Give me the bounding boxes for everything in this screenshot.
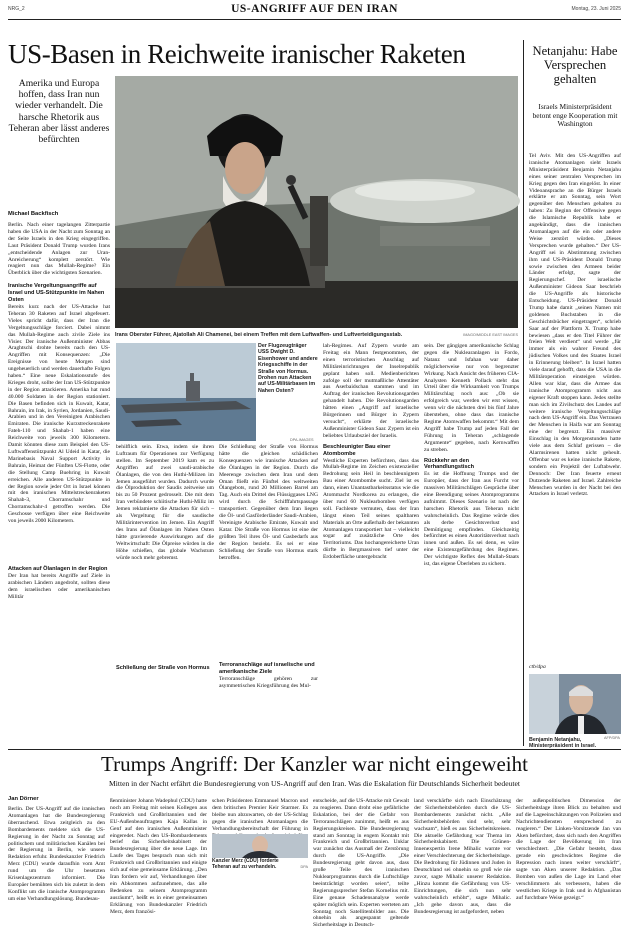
side-standfirst: Israels Ministerpräsident betont enge Kooperation mit Washington [532,102,618,129]
lead-col5-body-2: Es ist die Hoffnung Trumps und der Europäer, dass der Iran aus Furcht vor massiven Militärschlägen Gespräche über eine Beendigung seines Atomprogramms aufnimmt. Dieses Szenario ist nach der harschen Rhetorik aus Teheran nicht wahrscheinlich. Das Regime würde dies als derbe Gesichtsverlust und Demütigung empfinden. Gleichzeitig befürchtet es einen Autoritätsverlust nach innen und außen. Es sei denn, es wäre eine Existenzgefährdung des Regimes. Der wichtigste Reflex des Mullah-Staats ist, das eigene Überleben zu sichern. [424,471,519,568]
lead-col3-body-2: Terroranschläge gehören zur asymmetrischen Kriegsführung des Mul- [219,675,318,689]
lead-col1-body-2: Der Iran hat bereits Angriffe auf Ziele in arabischen Ländern angedroht, sollten diese dem israelischen oder amerikanischen Militär [8,572,110,600]
section-title: US-ANGRIFF AUF DEN IRAN [231,3,398,15]
lead-col4-body-2: Westliche Experten befürchten, dass das Mullah-Regime im Zeichen existenzieller Bedrohung sein Heil in beschleunigtem Bau einer Atombombe sucht. Ziel ist es dann, einen Unantastbarkeitsstatus wie die Atommacht Nordkorea zu erlangen, die über rund 60 Nuklearbomben verfügen soll. Fachleute vermuten, dass der Iran längst einen Teil seines spaltbaren Materials an Orte außerhalb der bekannten Atomanlagen transportiert hat – vielleicht sogar auf zusätzliche Orte des Territoriums. Das hochangereicherte Uran dürfte in Bergmassiven tief unter der Erdoberfläche untergebracht [323,457,419,561]
header-rule [8,19,621,20]
lead-column-1 [8,222,110,602]
merz-photo-credit: DPA [300,865,308,869]
second-col-6: der außenpolitischen Dimension der Sicherheitslage ihren Blick zu behalten und auf die Lageeinschätzungen von Polizeien und Nachrichtendiensten entsprechend zu reagieren.“ Der Linken-Vorsitzende Jan van Aken befürchtet, dass sich nach den Angriffen die Lage der Bevölkerung im Iran verschlechtert. „Die Gefahr besteht, dass gerade ein geschwächtes Regime die Repression nach innen weiter verschärft“, sagte van Aken unserer Redaktion. „Das Bomben von außen die Lage im Land eher verschlimmern als verbessern, haben die westlichen Kriege in Irak und in Afghanistan auf furchtbare Weise gezeigt.“ [516,798,621,901]
netanyahu-photo [529,674,621,734]
lead-photo [115,76,518,328]
page-id: NRG_2 [8,6,25,12]
lead-col4-body: lah-Regimes. Auf Zypern wurde am Freitag ein Mann festgenommen, der einen terroristischen Anschlag auf Militäreinrichtungen der Inselrepublik geplant haben soll. Medienberichten zufolge soll der mutmaßliche Attentäter aus Aserbaidschan stammen und im Auftrag der iranischen Revolutionsgarden gehandelt haben. Die Revolutionsgarden hätten einen „Angriff auf israelische Bürgerinnen und Bürger in Zypern versucht“, erklärte der israelische Außenminister Gideon Saar. Zypern ist ein beliebtes Urlaubsziel der Israelis. [323,343,420,439]
lead-col1-body: Bereits kurz nach der US-Attacke hat Teheran 30 Raketen auf Israel abgefeuert. Vieles spricht dafür, dass der Iran die Vergeltungsschläge forciert. Dabei nimmt das Mullah-Regime auch zivile Ziele ins Visier. Der iranische Außenminister Abbas Araghtschi drohte bereits nach den US-Angriffen mit Konsequenzen: „Die Ereignisse von heute Morgen sind ungeheuerlich und werden dauerhafte Folgen haben.“ Eine neue Eskalationsstufe des Krieges droht, sollte der Iran US-Stützpunkte in der Region attackieren. Amerika hat rund 40.000 Soldaten in der Region stationiert. Die Basen befinden sich in Kuwait, Katar, Bahrain, im Irak, in Syrien, Jordanien, Saudi-Arabien und in den Vereinigten Arabischen Emiraten. Die iranische Kurzstreckenrakete Fateh-110 und Shahab-1 haben eine Reichweite von jeweils 300 Kilometern. Damit könnten diese zum Beispiel den US-Luftwaffenstützpunkt Al Udeid in Katar, die Marinebasis Naval Support Activity in Bahrain, Heimat der Fünften US-Flotte, oder die Stellung Camp Buehring in Kuwait erreichen. Alle anderen US-Stützpunkte in der Region sowie jeder Ort in Israel können mit den iranischen Mittelstreckenraketen Shahab-3, Chorramschahr und Chorramschahr-4 getroffen werden. Die Geschosse verfügen über eine Reichweite von jeweils 2000 Kilometern. [8,303,110,525]
lead-subhead-1: Iranische Vergeltungsangriffe auf Israel und US-Stützpunkte im Nahen Osten [8,283,105,304]
second-story-rule [8,749,621,750]
merz-photo-caption: Kanzler Merz (CDU) forderte Teheran auf zu verhandeln. [212,858,279,870]
side-headline: Netanjahu: Habe Versprechen gehalten [532,44,618,86]
side-column-rule [523,40,524,746]
lead-col1-intro: Berlin. Nach einer tagelangen Zitterpartie haben die USA in der Nacht zum Sonntag an der Seite Israels in den Krieg eingegriffen. Laut Präsident Donald Trump wurden Irans „entscheidende Anlagen zur Uran-Anreicherung“ komplett zerstört. Wie reagiert nun das Mullah-Regime? Ein Überblick über die wichtigsten Szenarien. [8,222,110,277]
lead-subhead-3: Schließung der Straße von Hormus [116,665,210,671]
netanyahu-caption: Benjamin Netanjahu, Ministerpräsident in Israel. [529,737,597,750]
side-signature: ctb/dpa [529,664,546,670]
carrier-photo-credit: DPA-IMAGES [290,438,314,442]
lead-subhead-2: Attacken auf Ölanlagen in der Region [8,565,108,572]
lead-column-3 [219,444,318,690]
lead-headline: US-Basen in Reichweite iranischer Raketen [8,39,466,69]
side-body-wrap [529,153,621,671]
lead-photo-credit: IMAGO/MIDDLE EAST IMAGES [463,333,518,337]
merz-photo-image [212,834,308,858]
netanyahu-photo-illustration [529,674,621,734]
side-body: Tel Aviv. Mit den US-Angriffen auf iranische Atomanlagen sieht Israels Ministerpräsident Benjamin Netanjahu eines seiner zentralen Versprechen im Krieg gegen den Iran eingelöst. In einer Videoansprache an die Bürger Israels erklärte er am Sonntag, sein Wort gegenüber den Menschen gehalten zu haben: Zu Beginn der Offensive gegen die Islamische Republik habe er angekündigt, dass die iranischen Atomanlagen auf die ein oder andere Weise zerstört würden. „Dieses Versprechen wurde gehalten.“ Der US-Angriff sei in Abstimmung zwischen ihm und US-Präsident Donald Trump sowie zwischen den Armeen beider Länder erfolgt, sagte der Regierungschef. Der israelische Außenminister Gideon Saar beschrieb die US-Angriffe als historische Entscheidung. US-Präsident Donald Trump habe damit „seinen Namen mit goldenen Buchstaben in die Geschichtsbücher eingetragen“, schrieb Saar auf der Plattform X. Trump habe bewiesen „dass er den Titel Führer der freien Welt verdient“ und werde „für immer als ein wahrer Freund des jüdischen Volkes und des Staates Israel in Erinnerung bleiben“. In Israel hatten viele darauf gehofft, dass die USA in die Militäroperation einsteigen würden. Allen war klar, dass die Armee das iranische Atomprogramm nicht aus eigener Kraft stoppen kann. Jedes stellte man sich im Zivilschutz des Landes auf weitere iranische Vergeltungsschläge nach dem US-Angriff ein. Das Vertrauen der Menschen in Haifa war am Sonntag eine der begrenzt. Ein massiver Einschlag in den Morgenstunden hatte viele aus dem Schlaf gerissen – die Alarmsirenen hatten nicht geheult. Offenbar war es keine iranische Rakete, sondern ein Projektil der Luftabwehr. Dennoch: Der Iran feuerte erneut Dutzende Raketen auf Israel. Zahlreiche Menschen wurden in der Nacht bei den Attacken in Israel verletzt. [529,153,621,498]
second-col-3: schen Präsidenten Emmanuel Macron und dem britischen Premier Keir Starmer. Es bleibe nun abzuwarten, ob der US-Schlag gegen die iranischen Atomanlagen die Verhandlungsbereitschaft der Führung in [212,798,308,832]
merz-photo-frame [212,834,308,872]
second-col-1: Berlin. Der US-Angriff auf die iranischen Atomanlagen hat die Bundesregierung überraschend. Etwa zeitgleich zu den Bombardements meldete sich die US-Regierung in der Nacht zu Sonntag auf politischem und militärischen Kanälen bei der Regierung in Berlin, wie unsere Redaktion erfuhr. Bundeskanzler Friedrich Merz (CDU) wurde daraufhin vom Amt rund um die Uhr besetzten Krisenlagezentrum informiert. Die Europäer bemühten sich bis zuletzt in dem Konflikt um die iranische Atomprogramm um eine Verhandlungslösung. Bundesau- [8,806,105,902]
second-standfirst: Mitten in der Nacht erfährt die Bundesregierung von US-Angriff auf den Iran. Was die Eskalation für Deutschlands Sicherheit bedeutet [109,779,520,788]
second-col-2: ßenminister Johann Wadephul (CDU) hatte noch am Freitag mit seinen Kollegen aus Frankreich und Großbritannien und der EU-Außenbeauftragten Kaja Kallas in Genf auf den iranischen Außenminister eingeredet. Nach den US-Bombardements berief das Sicherheitskabinett der Bundesregierung über die neue Lage. Im Laufe des Tages besprach man sich mit Frankreich und Großbritannien und einigte sich auf eine gemeinsame Erklärung. „Den Iran fordern wir auf, Verhandlungen über ein Abkommen aufzunehmen, das alle Bedenken zu seinem Atomprogramm ausräumt“, heißt es in einer gemeinsamen Erklärung von Bundeskanzler Friedrich Merz, dem französi- [110,798,207,915]
second-headline: Trumps Angriff: Der Kanzler war nicht eingeweiht [101,752,528,776]
lead-author: Michael Backfisch [8,211,59,217]
carrier-photo [116,343,256,441]
lead-photo-caption: Irans Oberster Führer, Ajatollah Ali Chamenei, bei einem Treffen mit dem Luftwaffen- und Luftverteidigungsstab. [115,332,403,338]
lead-col5-body: sein. Der gängigen amerikanische Schlag gegen die Nuklearanlagen in Fordo, Natanz und Isfahan war daher möglicherweise nur von begrenzter Wirkung. Nach Ansicht des früheren CIA-Analysten Kenneth Pollack steht das Urteil über die Wirksamkeit von Trumps Militärschlag noch aus: „Ob sie erfolgreich war, werden wir erst wissen, wenn wir die nächsten drei bis fünf Jahre überstehen, ohne dass das iranische Regime Atomwaffen bekommt.“ Mit dem Angriff habe Trump auf jeden Fall der Führung in Teheran „schlagende Argumente“ gegeben, nach Kernwaffen zu streben. [424,343,519,453]
lead-column-4 [323,343,419,633]
lead-col3-body: Die Schließung der Straße von Hormus hätte die gleichen schädlichen Konsequenzen wie iranische Attacken auf die Ölanlagen in der Region. Durch die Meerenge zwischen dem Iran und dem Oman fließt ein Fünftel des weltweiten Ölangebots, rund 20 Millionen Barrel am Tag. Auch ein Drittel des Flüssiggases LNG wird durch die Schifffahrtspassage transportiert. Gegenüber dem Iran liegen die Öl- und Gasförderländer Saudi-Arabien, Vereinigte Arabische Emirate, Kuwait und Katar. Die Straße von Hormus ist eine der größten Teil ihres Öl- und Gasbedarfs aus der Region bezieht. Es sei er eine Schließung der Straße von Hormus stark betroffen. [219,444,318,561]
lead-photo-illustration [115,76,518,328]
lead-column-2 [116,444,214,672]
merz-photo-illustration [212,834,308,858]
lead-column-5 [424,343,519,639]
lead-subhead-6: Rückkehr an den Verhandlungstisch [424,457,475,471]
lead-standfirst: Amerika und Europa hoffen, dass Iran nun wieder verhandelt. Die harsche Rhetorik aus Teheran aber lässt anderes befürchten [8,78,110,146]
carrier-photo-illustration [116,343,256,441]
second-author: Jan Dörner [8,796,39,802]
carrier-photo-caption: Der Flugzeugträger USS Dwight D. Eisenhower und andere Kriegsschiffe in der Straße von Hormus. Drohen nun Attacken auf US-Militärbasen im Nahen Osten? [258,343,318,394]
page-date: Montag, 23. Juni 2025 [571,6,621,12]
lead-col2-body: behilflich sein. Etwa, indem sie ihren Luftraum für Operationen zur Verfügung stellen. Im September 2019 kam es zu Angriffen auf zwei saudi-arabische Ölanlagen, die von den Huthi-Milizen im Jemen ausgeführt wurden. Dadurch wurde die Ölproduktion der Saudis zeitweise um bis zu 50 Prozent gedrosselt. Die mit dem Iran verbündete schiitische Huthi-Miliz im Jemen reklamierte die Attacken für sich – als Vergeltung für die saudische Militärintervention im Jemen. Ein Angriff des Irans auf Ölanlagen im Nahen Osten hätte gravierende Auswirkungen auf die Weltwirtschaft: Die Ölpreise würden in die Höhe schießen, das globale Wachstum würde noch mehr gebremst. [116,444,214,561]
netanyahu-credit: AFP/DPA [604,736,620,740]
second-col-4: entscheide, auf die US-Attacke mit Gewalt zu reagieren. Dann droht eine gefährliche Eskalation, bei der die Gefahr von Terroranschlägen zunimmt, heißt es aus Regierungskreisen. Die Bundesregierung stand am Sonntag in engem Kontakt mit Frankreich und Großbritannien. Unklar war zunächst das Ausmaß der Zerstörung durch die US-Angriffe. „Die Bundesregierung geht davon aus, dass große Teile des iranischen Nuklearprogramms durch die Luftschläge beeinträchtigt worden seien“, teilte Regierungssprecher Stefan Kornelius mit. Eine genaue Schadensanalyse werde später möglich sein. Experten werteten am Sonntag noch Satellitenbilder aus. Die ohnehin als angespannt geltende Sicherheitslage in Deutsch- [313,798,409,929]
lead-subhead-4: Terroranschläge auf israelische und amerikanische Ziele [219,662,315,675]
lead-subhead-5: Beschleunigter Bau einer Atombombe [323,443,391,457]
second-col-5: land verschärfte sich nach Einschätzung der Sicherheitsbehörden durch die US-Bombardements zunächst nicht. „Alle Sicherheitsbehörden sind sehr, sehr wachsam“, hieß es aus Sicherheitskreisen. Die aktuelle Gefährdung war Thema im Sicherheitskabinett. Die Grünen-Innenexpertin Irene Mihalic warnte vor einer Verschlechterung der Sicherheitslage. Die Bedrohung für Jüdinnen und Juden in Deutschland sei ohnehin so groß wie nie zuvor, sagte Mihalic unserer Redaktion. „Hinzu kommt die Gefährdung von US-Einrichtungen, die sich nun sehr wahrscheinlich erhöht“, sagte Mihalic. „Ich gehe davon aus, dass die Bundesregierung ist aufgefordert, neben [414,798,511,915]
